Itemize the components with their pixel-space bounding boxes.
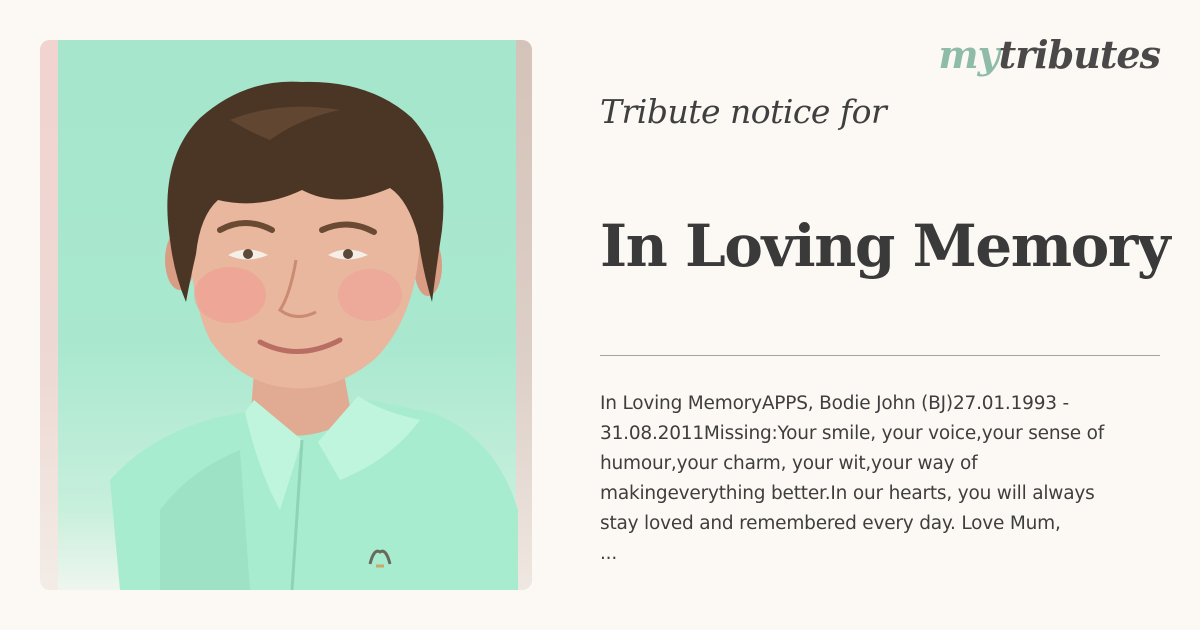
portrait-illustration xyxy=(40,40,532,590)
portrait-photo xyxy=(40,40,532,590)
cheek-right xyxy=(338,269,402,321)
divider xyxy=(600,355,1160,356)
tribute-subtitle: Tribute notice for xyxy=(600,92,887,131)
cheek-left xyxy=(194,267,266,323)
logo-prefix: my xyxy=(938,32,999,77)
iris-left xyxy=(243,249,253,259)
excerpt-ellipsis: ... xyxy=(600,543,618,564)
tribute-excerpt xyxy=(600,389,1145,569)
excerpt-line: makingeverything better.In our hearts, you will always xyxy=(600,483,1095,504)
excerpt-line: stay loved and remembered every day. Love Mum, xyxy=(600,513,1061,534)
excerpt-line: In Loving MemoryAPPS, Bodie John (BJ)27.01.1993 - xyxy=(600,393,1070,414)
excerpt-line: humour,your charm, your wit,your way of xyxy=(600,453,978,474)
logo-suffix: tributes xyxy=(998,32,1160,77)
excerpt-line: 31.08.2011Missing:Your smile, your voice,your sense of xyxy=(600,423,1105,444)
iris-right xyxy=(343,249,353,259)
tribute-title: In Loving Memory xyxy=(600,212,1170,280)
mytributes-logo[interactable] xyxy=(938,32,1160,77)
